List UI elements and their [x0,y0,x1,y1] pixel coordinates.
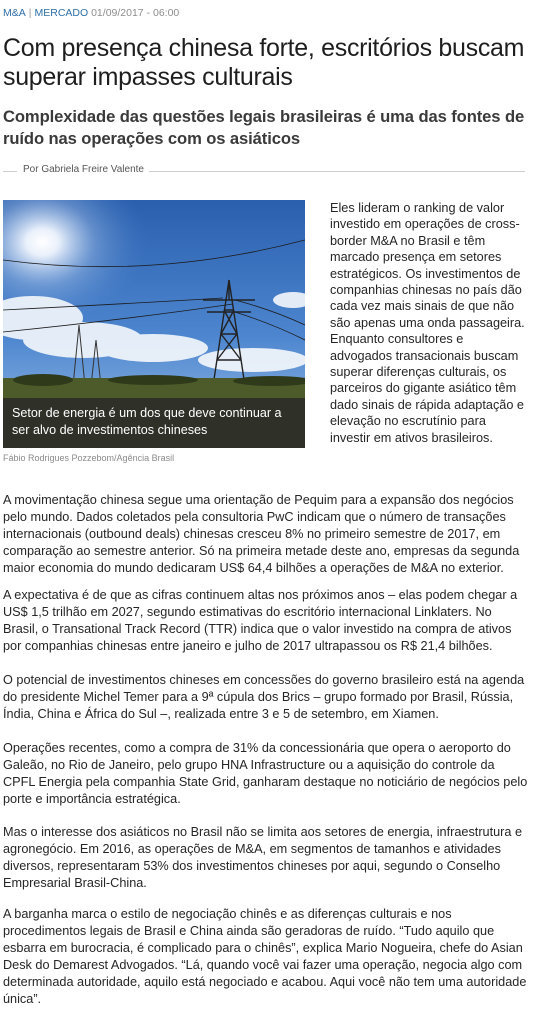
section-separator: | [28,7,32,19]
article-lead: Eles lideram o ranking de valor investido em operações de cross-border M&A no Brasil e têm marcado presença em setores estratégicos. Os investimentos de companhias chinesas no país dão cada vez mais sinais de que não são apenas uma onda passageira. Enquanto consultores e advogados transacionais buscam superar diferenças culturais, os parceiros do gigante asiático têm dado sinais de rápida adaptação e elevação no escrutínio para investir em ativos brasileiros. [330,201,525,445]
author-byline: Por Gabriela Freire Valente [23,164,144,175]
photo-credit: Fábio Rodrigues Pozzebom/Agência Brasil [3,453,175,463]
article-paragraph: A barganha marca o estilo de negociação chinês e as diferenças culturais e nos procedimentos legais de Brasil e China ainda são geradoras de ruído. “Tudo aquilo que esbarra em burocracia, é complicado para o chinês”, explica Mario Nogueira, chefe do Asian Desk do Demarest Advogados. “Lá, quando você vai fazer uma operação, negocia algo com determinada autoridade, aquilo está negociado e acabou. Aqui você não tem uma autoridade única”. [3,907,527,1006]
article-headline: Com presença chinesa forte, escritórios buscam superar impasses culturais [3,34,525,91]
article-paragraph: Operações recentes, como a compra de 31% da concessionária que opera o aeroporto do Galeão, no Rio de Janeiro, pelo grupo HNA Infrastructure ou a aquisição do controle da CPFL Energia pela companhia State Grid, ganharam destaque no noticiário de negócios pelo porte e importância estratégica. [3,741,528,806]
article-paragraph: A movimentação chinesa segue uma orientação de Pequim para a expansão dos negócios pelo mundo. Dados coletados pela consultoria PwC indicam que o número de transações internacionais (outbound deals) chinesas cresceu 8% no primeiro semestre de 2017, em comparação ao semestre anterior. Só na primeira metade deste ano, empresas da segunda maior economia do mundo dedicaram US$ 64,4 bilhões a operações de M&A no exterior. [3,493,520,575]
article-paragraph: O potencial de investimentos chineses em concessões do governo brasileiro está na agenda do presidente Michel Temer para a 9ª cúpula dos Brics – grupo formado por Brasil, Rússia, Índia, China e África do Sul –, realizada entre 3 e 5 de setembro, em Xiamen. [3,673,525,721]
byline-divider-right [149,171,525,172]
section-link-ma[interactable]: M&A [3,7,26,19]
article-subheadline: Complexidade das questões legais brasileiras é uma das fontes de ruído nas operações com os asiáticos [3,107,525,148]
byline-divider-left [3,171,17,172]
section-link-mercado[interactable]: MERCADO [34,7,89,19]
article-meta [3,7,179,19]
article-paragraph: Mas o interesse dos asiáticos no Brasil não se limita aos setores de energia, infraestrutura e agronegócio. Em 2016, as operações de M&A, em segmentos de tamanhos e atividades diversos, representaram 53% dos investimentos chineses por aqui, segundo o Conselho Empresarial Brasil-China. [3,825,523,890]
article-photo[interactable] [3,200,305,448]
publish-timestamp: 01/09/2017 - 06:00 [91,7,180,19]
photo-caption-overlay [3,398,305,448]
photo-caption: Setor de energia é um dos que deve continuar a ser alvo de investimentos chineses [12,406,282,437]
article-paragraph: A expectativa é de que as cifras continuem altas nos próximos anos – elas podem chegar a US$ 1,5 trilhão em 2027, segundo estimativas do escritório internacional Linklaters. No Brasil, o Transational Track Record (TTR) indica que o valor investido na compra de ativos por companhias chinesas entre janeiro e julho de 2017 ultrapassou os R$ 21,4 bilhões. [3,588,518,653]
byline-row [3,164,525,178]
